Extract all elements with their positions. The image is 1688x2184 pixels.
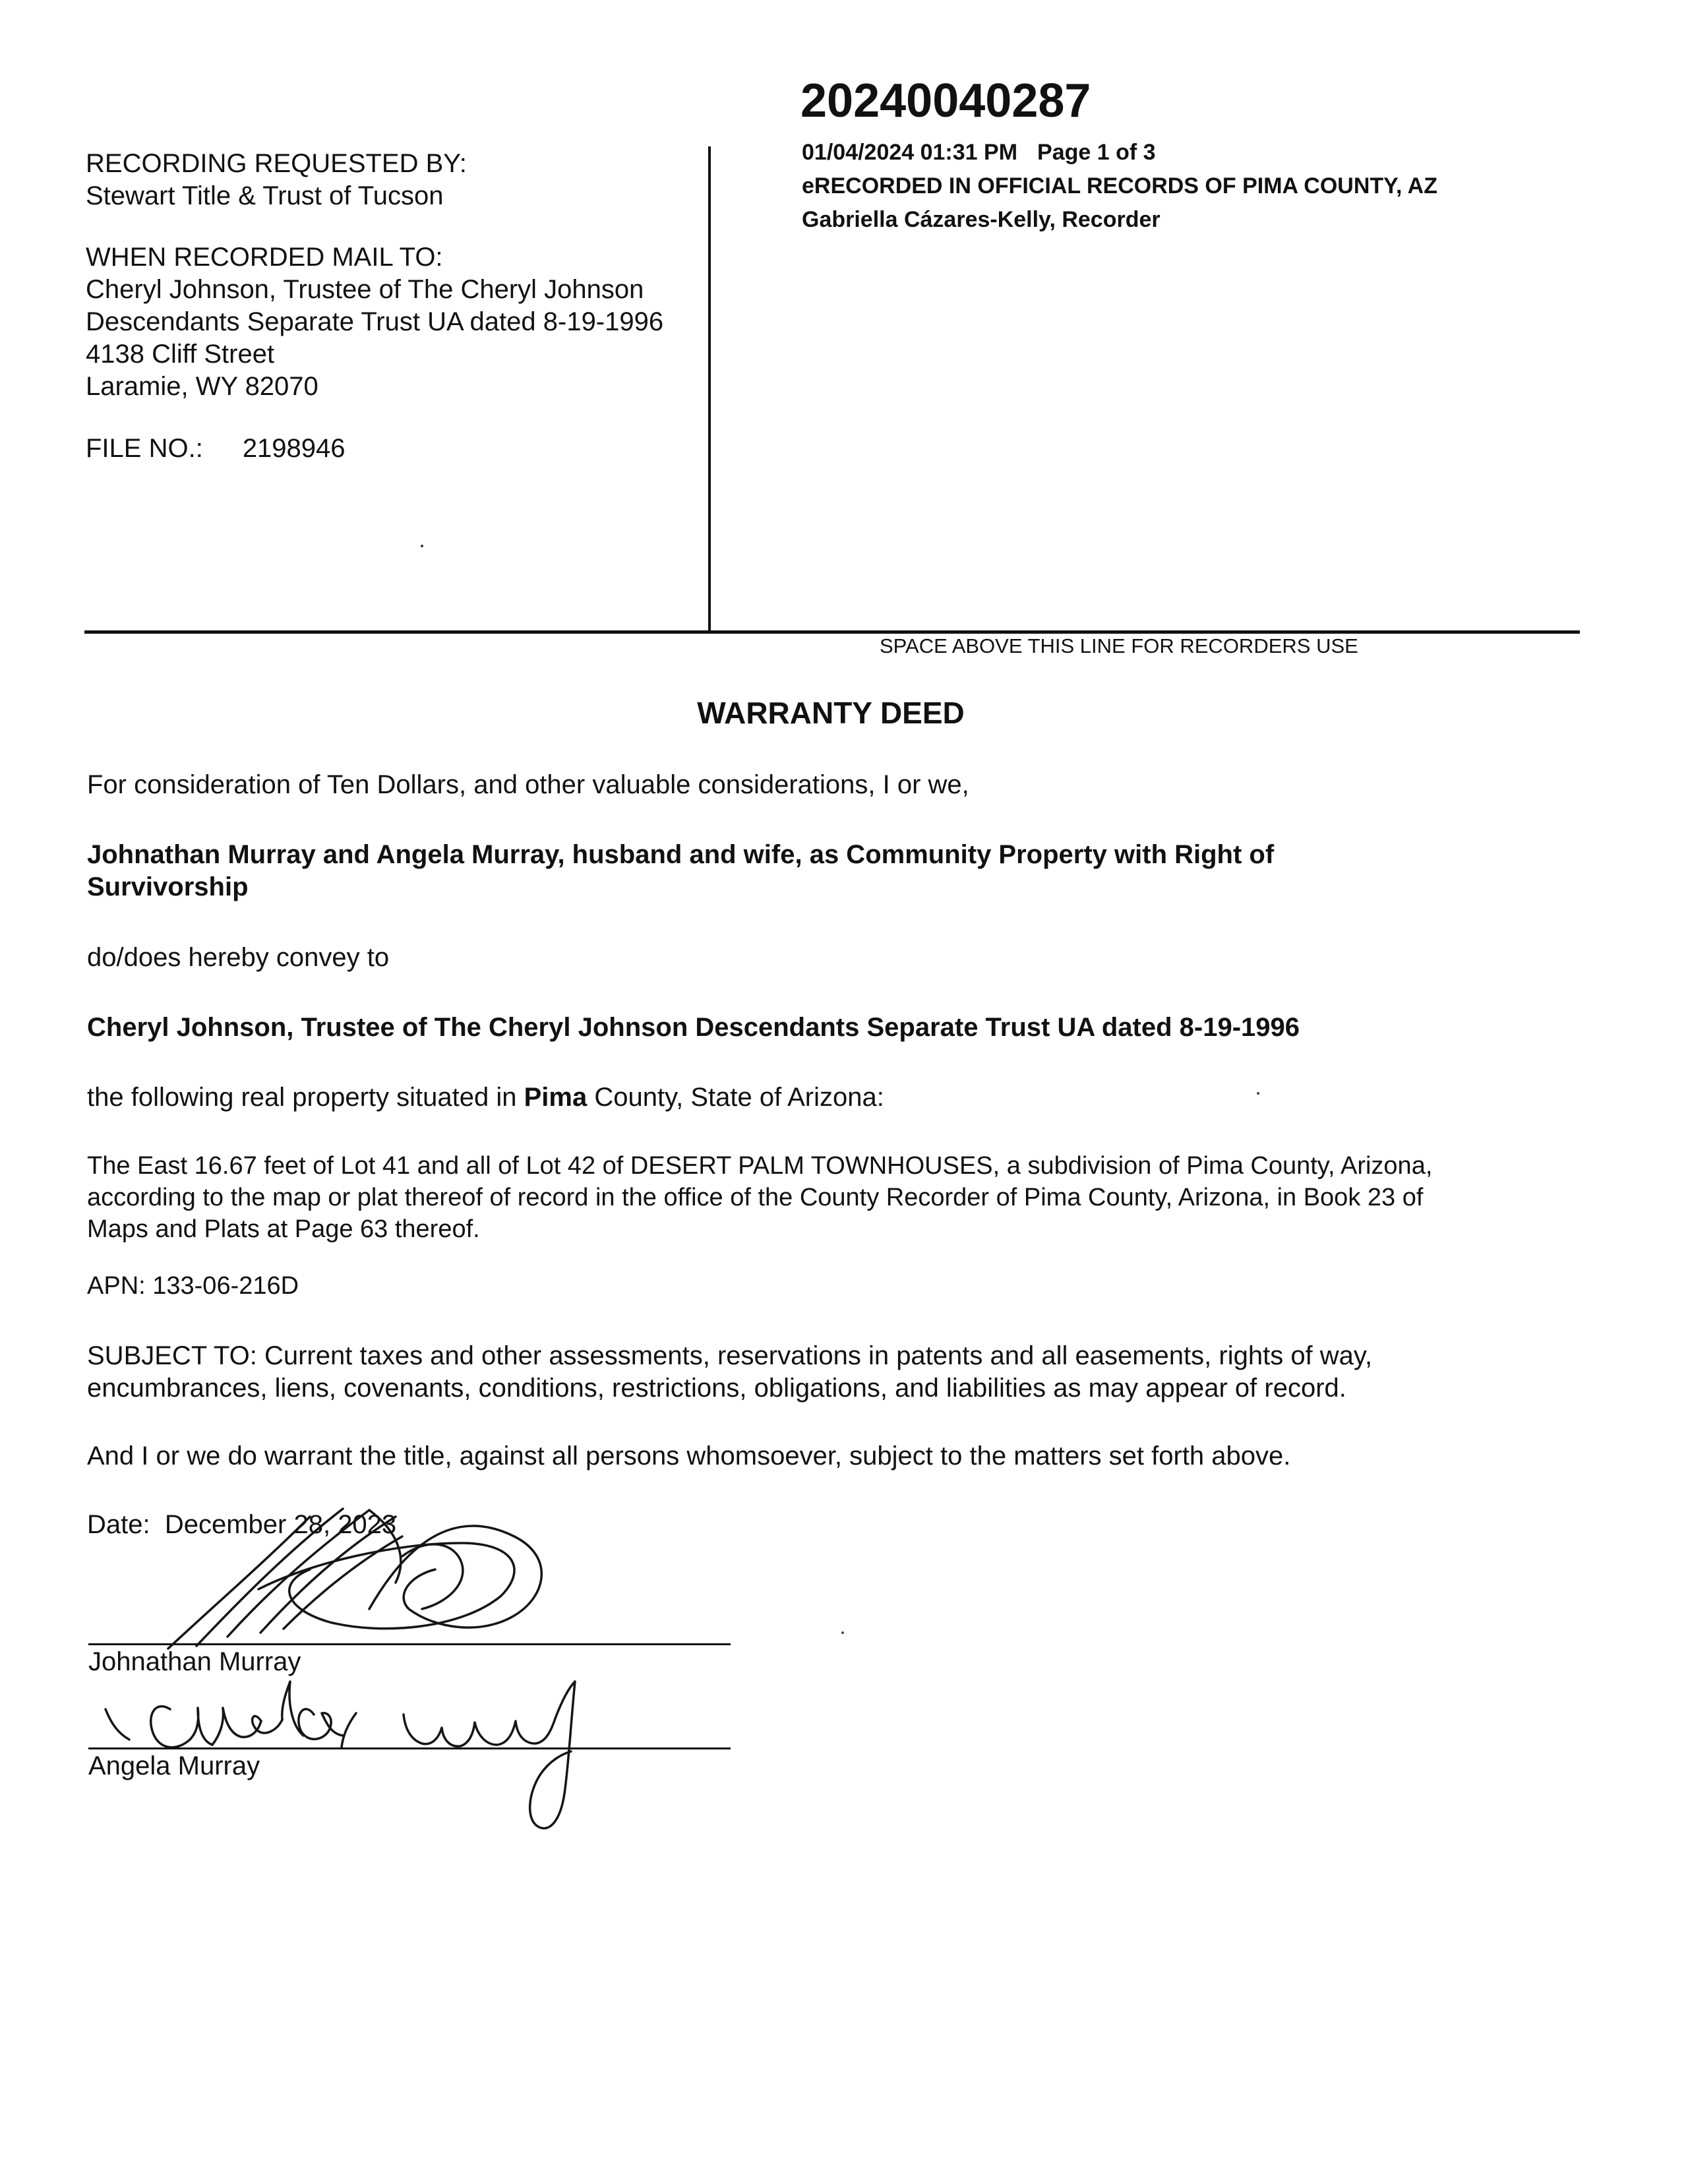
warranty-text: And I or we do warrant the title, against all persons whomsoever, subject to the matters set forth above. (87, 1441, 1291, 1471)
document-number: 20240040287 (800, 75, 1091, 127)
apn: APN: 133-06-216D (87, 1272, 299, 1300)
convey-text: do/does hereby convey to (87, 943, 390, 972)
mail-to-line: Laramie, WY 82070 (86, 372, 318, 401)
legal-line: The East 16.67 feet of Lot 41 and all of Lot 42 of DESERT PALM TOWNHOUSES, a subdivision of Pima County, Arizona, (87, 1152, 1433, 1180)
subject-line: encumbrances, liens, covenants, conditions, restrictions, obligations, and liabilities as may appear of record. (87, 1374, 1346, 1403)
recording-requested-label: RECORDING REQUESTED BY: (86, 149, 467, 178)
mail-to-label: WHEN RECORDED MAIL TO: (86, 243, 443, 272)
recorder-name: Gabriella Cázares-Kelly, Recorder (802, 207, 1160, 232)
recording-requested-by: Stewart Title & Trust of Tucson (86, 181, 444, 210)
mail-to-line: Cheryl Johnson, Trustee of The Cheryl Johnson (86, 275, 644, 304)
consideration-text: For consideration of Ten Dollars, and other valuable considerations, I or we, (87, 770, 969, 799)
deed-title: WARRANTY DEED (697, 696, 965, 730)
property-suffix: County, State of Arizona: (587, 1083, 884, 1112)
county-name: Pima (524, 1083, 588, 1112)
johnathan-murray-signature (168, 1509, 541, 1649)
recorder-space-note: SPACE ABOVE THIS LINE FOR RECORDERS USE (880, 634, 1358, 657)
property-prefix: the following real property situated in (87, 1083, 524, 1112)
grantors-line: Survivorship (87, 872, 249, 901)
grantee: Cheryl Johnson, Trustee of The Cheryl Johnson Descendants Separate Trust UA dated 8-19-1996 (87, 1013, 1300, 1042)
mail-to-line: Descendants Separate Trust UA dated 8-19-1996 (86, 307, 664, 336)
page-info: Page 1 of 3 (1037, 140, 1156, 165)
signer-name: Johnathan Murray (88, 1647, 301, 1676)
grantors-line: Johnathan Murray and Angela Murray, husband and wife, as Community Property with Right of (87, 840, 1275, 869)
date-label: Date: (87, 1510, 150, 1539)
file-no-label: FILE NO.: (86, 434, 203, 463)
recorded-datetime: 01/04/2024 01:31 PM (802, 140, 1018, 165)
mail-to-line: 4138 Cliff Street (86, 340, 275, 369)
file-no-value: 2198946 (242, 434, 346, 463)
recorded-in: eRECORDED IN OFFICIAL RECORDS OF PIMA COUNTY, AZ (802, 173, 1438, 198)
legal-line: according to the map or plat thereof of record in the office of the County Recorder of Pima County, Arizona, in Book 23 of (87, 1184, 1424, 1211)
date-value: December 28, 2023 (164, 1510, 397, 1539)
signer-name: Angela Murray (88, 1751, 260, 1780)
angela-murray-signature (106, 1682, 575, 1829)
legal-line: Maps and Plats at Page 63 thereof. (87, 1215, 480, 1243)
subject-line: SUBJECT TO: Current taxes and other assessments, reservations in patents and all easements, rights of way, (87, 1341, 1373, 1370)
